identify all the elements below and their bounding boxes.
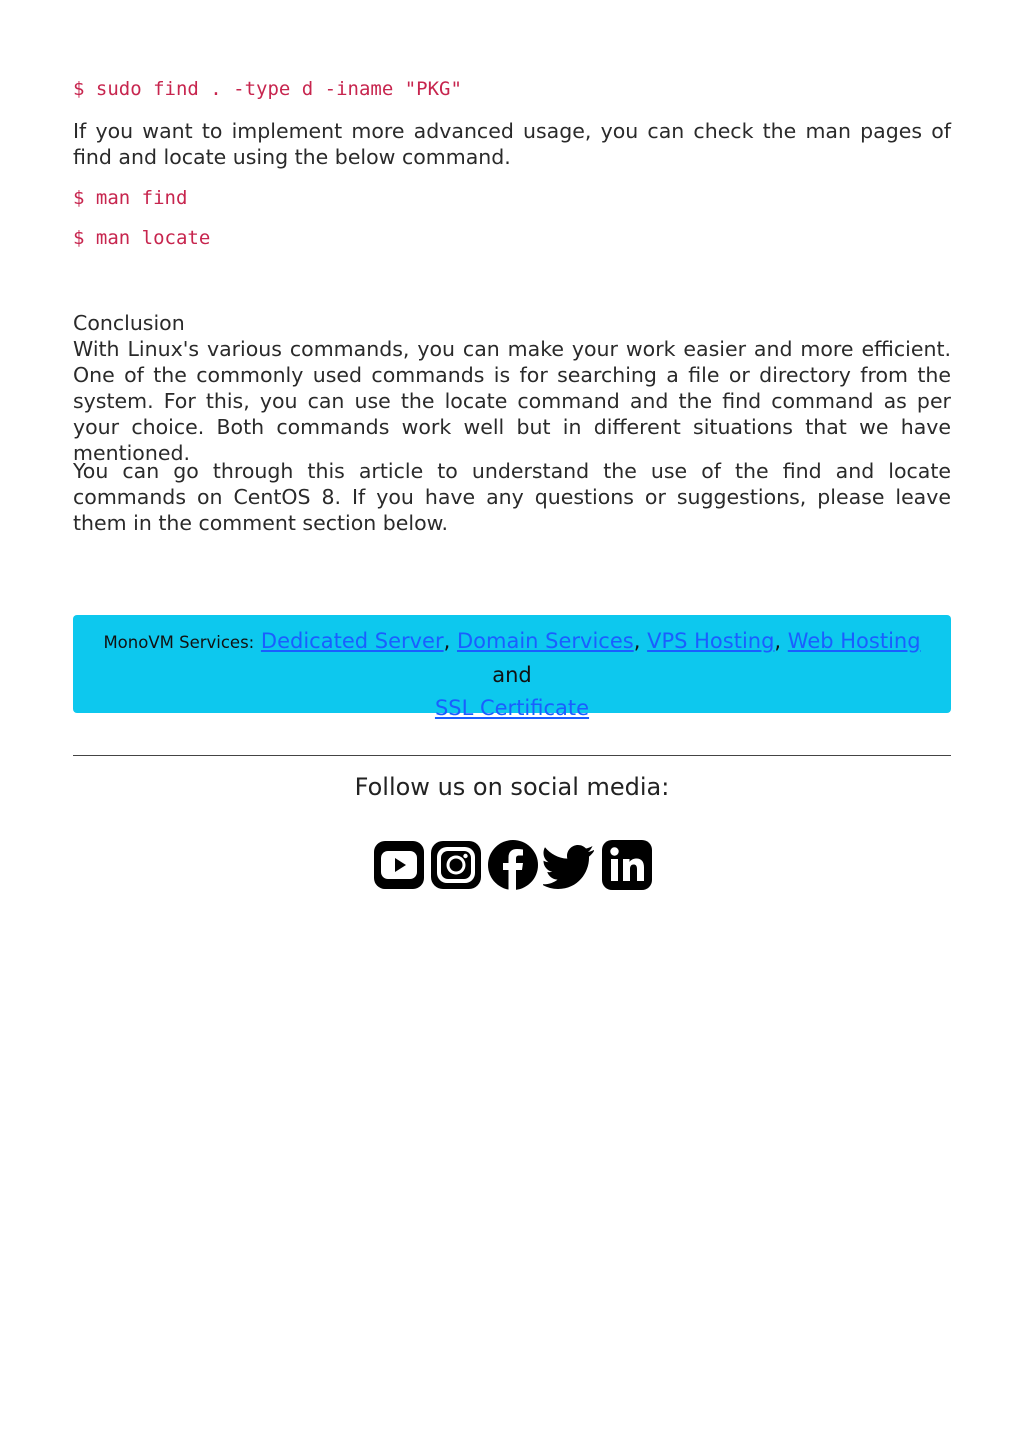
facebook-icon[interactable] (486, 838, 540, 892)
code-man-locate: $ man locate (73, 227, 211, 249)
link-web-hosting[interactable]: Web Hosting (787, 629, 921, 653)
code-find-pkg: $ sudo find . -type d -iname "PKG" (73, 78, 462, 100)
services-and: and (492, 663, 532, 687)
social-title: Follow us on social media: (354, 773, 670, 801)
linkedin-icon[interactable] (600, 838, 654, 892)
twitter-icon[interactable] (543, 838, 597, 892)
conclusion-heading: Conclusion (73, 311, 185, 335)
link-dedicated-server[interactable]: Dedicated Server (260, 629, 444, 653)
paragraph-closing: You can go through this article to understand the use of the find and locate commands on CentOS 8. If you have any questions or suggestions, please leave them in the comment section below. (73, 459, 951, 535)
youtube-icon[interactable] (372, 838, 426, 892)
paragraph-advanced-usage: If you want to implement more advanced usage, you can check the man pages of find and locate using the below command. (73, 119, 951, 169)
link-domain-services[interactable]: Domain Services (457, 629, 634, 653)
instagram-icon[interactable] (429, 838, 483, 892)
paragraph-conclusion: With Linux's various commands, you can make your work easier and more efficient. One of the commonly used commands is for searching a file or directory from the system. For this, you can use the locate command and the find command as per your choice. Both commands work well but in different situations that we have mentioned. (73, 337, 951, 465)
link-vps-hosting[interactable]: VPS Hosting (647, 629, 775, 653)
services-banner (73, 615, 951, 720)
section-divider (73, 755, 951, 756)
link-ssl-certificate[interactable]: SSL Certificate (434, 696, 590, 720)
separator: , (633, 629, 641, 653)
separator: , (443, 629, 451, 653)
code-man-find: $ man find (73, 187, 188, 209)
social-icons (372, 838, 654, 892)
separator: , (774, 629, 782, 653)
services-label: MonoVM Services: (103, 633, 255, 652)
